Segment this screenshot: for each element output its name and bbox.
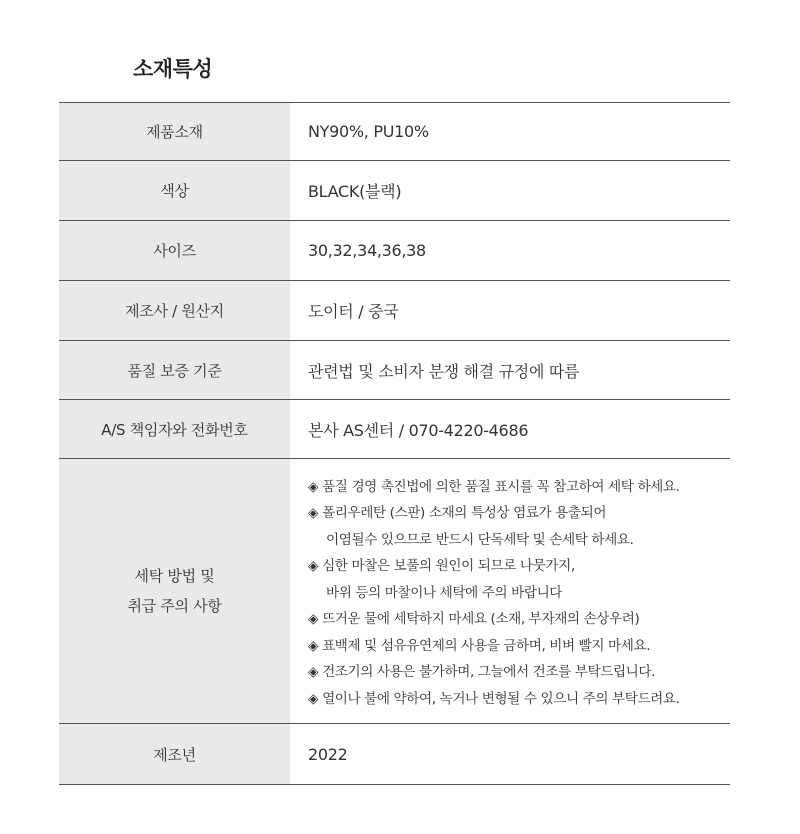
care-item: ◈ 건조기의 사용은 불가하며, 그늘에서 건조를 부탁드립니다.	[308, 659, 680, 686]
care-item-continuation: 이염될수 있으므로 반드시 단독세탁 및 손세탁 하세요.	[326, 531, 634, 548]
spec-row-year	[59, 724, 730, 785]
diamond-bullet-icon: ◈	[308, 637, 319, 654]
diamond-bullet-icon: ◈	[308, 558, 319, 575]
spec-label-maker: 제조사 / 원산지	[59, 281, 290, 340]
spec-label-year: 제조년	[59, 724, 290, 784]
care-item: ◈ 표백제 및 섬유유연제의 사용을 금하며, 비벼 빨지 마세요.	[308, 633, 680, 660]
spec-row-as	[59, 400, 730, 459]
spec-row-size	[59, 221, 730, 281]
spec-row-maker	[59, 281, 730, 341]
diamond-bullet-icon: ◈	[308, 611, 319, 628]
spec-value-warranty: 관련법 및 소비자 분쟁 해결 규정에 따름	[308, 361, 580, 381]
product-spec-table	[59, 102, 730, 785]
care-item: ◈ 품질 경영 촉진법에 의한 품질 표시를 꼭 참고하여 세탁 하세요.	[308, 474, 680, 501]
diamond-bullet-icon: ◈	[308, 664, 319, 681]
diamond-bullet-icon: ◈	[308, 690, 319, 707]
spec-label-warranty: 품질 보증 기준	[59, 341, 290, 399]
care-item-continuation: 바위 등의 마찰이나 세탁에 주의 바랍니다	[326, 584, 563, 601]
spec-row-material	[59, 103, 730, 161]
spec-value-material: NY90%, PU10%	[308, 122, 429, 141]
section-title: 소재특성	[133, 57, 213, 81]
care-item: ◈ 폴리우레탄 (스판) 소재의 특성상 염료가 용출되어	[308, 500, 680, 527]
spec-value-as: 본사 AS센터 / 070-4220-4686	[308, 420, 529, 440]
spec-row-care	[59, 459, 730, 724]
care-item: ◈ 뜨거운 물에 세탁하지 마세요 (소재, 부자재의 손상우려)	[308, 606, 680, 633]
spec-label-material: 제품소재	[59, 103, 290, 160]
diamond-bullet-icon: ◈	[308, 478, 319, 495]
care-item: ◈ 심한 마찰은 보풀의 원인이 되므로 나뭇가지,	[308, 553, 680, 580]
spec-row-warranty	[59, 341, 730, 400]
spec-label-as: A/S 책임자와 전화번호	[59, 400, 290, 458]
spec-label-care	[59, 459, 290, 723]
care-label-line-1: 세탁 방법 및	[134, 567, 215, 585]
spec-label-color: 색상	[59, 161, 290, 220]
spec-value-maker: 도이터 / 중국	[308, 302, 399, 321]
spec-value-color: BLACK(블랙)	[308, 182, 402, 201]
spec-value-care	[290, 459, 730, 723]
spec-label-size: 사이즈	[59, 221, 290, 280]
care-instructions-list	[308, 470, 680, 713]
spec-value-year: 2022	[308, 744, 348, 764]
diamond-bullet-icon: ◈	[308, 505, 319, 522]
spec-value-size: 30,32,34,36,38	[308, 241, 426, 260]
spec-row-color	[59, 161, 730, 221]
care-label-line-2: 취급 주의 사항	[127, 597, 222, 615]
care-item: ◈ 열이나 불에 약하여, 녹거나 변형될 수 있으니 주의 부탁드려요.	[308, 686, 680, 713]
